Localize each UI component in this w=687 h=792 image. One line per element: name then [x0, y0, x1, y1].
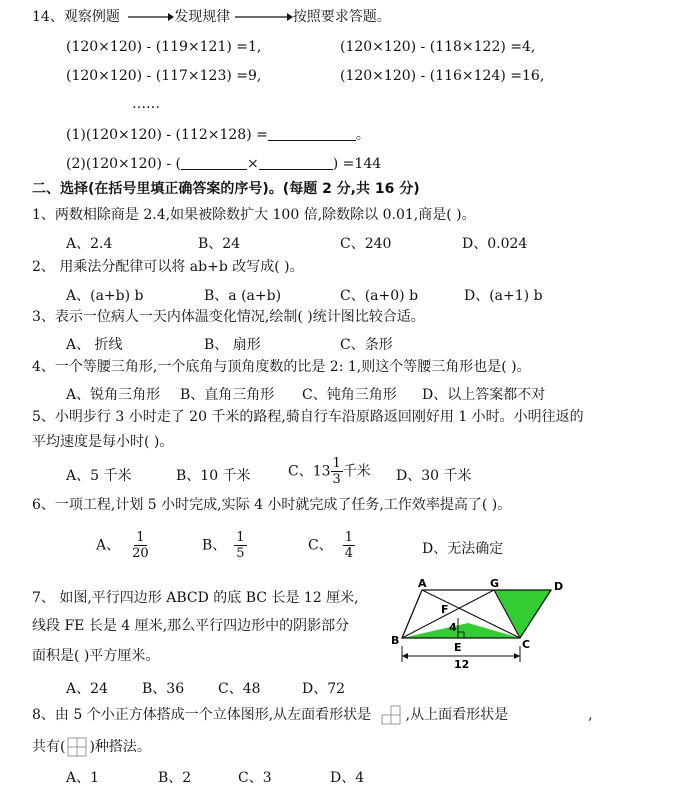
q14-p1-text: (1)(120×120) - (112×128) = — [66, 127, 268, 143]
q7-text-line2: 线段 FE 长是 4 厘米,那么平行四边形中的阴影部分 — [32, 618, 350, 634]
q5-option-d[interactable]: D、30 千米 — [396, 468, 472, 484]
q3-text: 3、表示一位病人一天内体温变化情况,绘制( )统计图比较合适。 — [32, 309, 425, 325]
q14-ellipsis: …… — [132, 96, 160, 112]
q14-header — [32, 8, 391, 26]
q5-option-c-unit: 千米 — [342, 463, 371, 480]
q14-problem-2 — [66, 155, 381, 173]
label-c: C — [522, 638, 531, 651]
numerator: 1 — [236, 530, 245, 545]
q8-text-line2 — [32, 736, 151, 758]
fraction — [234, 530, 246, 561]
q5-option-b[interactable]: B、10 千米 — [176, 468, 251, 484]
label-e: E — [454, 641, 462, 654]
denominator: 3 — [332, 472, 341, 487]
q8-text2-pre: 共有( — [32, 739, 66, 755]
denominator: 20 — [132, 546, 149, 561]
answer-blank[interactable] — [268, 126, 356, 141]
denominator: 4 — [344, 546, 353, 561]
q14-step2: 按照要求答题。 — [292, 9, 391, 25]
q6-option-b-label: B、 — [202, 537, 227, 554]
q7-option-d[interactable]: D、72 — [302, 681, 346, 697]
numerator: 1 — [332, 456, 341, 471]
q2-option-c[interactable]: C、(a+0) b — [340, 288, 419, 304]
q6-option-c[interactable] — [308, 530, 355, 561]
q2-option-b[interactable]: B、a (a+b) — [204, 288, 282, 304]
q5-option-c-label: C、13 — [288, 463, 331, 480]
q14-p1-end: 。 — [355, 127, 370, 143]
q14-example-1: (120×120) - (119×121) =1, — [66, 39, 262, 55]
q14-example-2: (120×120) - (118×122) =4, — [340, 39, 536, 55]
shaded-triangle-bottom — [402, 623, 520, 638]
label-b: B — [391, 634, 400, 647]
fraction — [331, 456, 343, 487]
q3-option-c[interactable]: C、条形 — [340, 337, 393, 353]
fraction — [343, 530, 355, 561]
fraction — [130, 530, 151, 561]
q5-text-line1: 5、小明步行 3 小时走了 20 千米的路程,骑自行车沿原路返回刚好用 1 小时。小明往返的 — [32, 409, 584, 425]
q1-option-d[interactable]: D、0.024 — [462, 236, 528, 252]
q5-text-line2: 平均速度是每小时( )。 — [32, 434, 174, 450]
q3-option-a[interactable]: A、 折线 — [66, 337, 123, 353]
shaded-triangle-right — [494, 590, 551, 638]
q1-option-b[interactable]: B、24 — [198, 236, 241, 252]
q8-text-line1 — [32, 704, 593, 726]
q4-option-a[interactable]: A、锐角三角形 — [66, 387, 161, 403]
denominator: 5 — [236, 546, 245, 561]
q1-text: 1、两数相除商是 2.4,如果被除数扩大 100 倍,除数除以 0.01,商是( )。 — [32, 207, 476, 223]
numerator: 1 — [344, 530, 353, 545]
q14-p2-times: × — [247, 156, 259, 172]
q6-option-b[interactable] — [202, 530, 247, 561]
q7-option-a[interactable]: A、24 — [66, 681, 108, 697]
q7-option-c[interactable]: C、48 — [218, 681, 261, 697]
q2-option-d[interactable]: D、(a+1) b — [464, 288, 543, 304]
arrow-icon — [235, 12, 293, 22]
q8-option-c[interactable]: C、3 — [238, 770, 272, 786]
q1-option-a[interactable]: A、2.4 — [66, 236, 113, 252]
q1-option-c[interactable]: C、240 — [340, 236, 392, 252]
q7-text-line3: 面积是( )平方厘米。 — [32, 648, 160, 664]
top-view-icon — [66, 736, 88, 758]
arrow-icon — [128, 12, 174, 22]
q8-option-a[interactable]: A、1 — [66, 770, 100, 786]
arrowhead-icon — [514, 653, 520, 659]
q8-text-pre: 8、由 5 个小正方体搭成一个立体图形,从左面看形状是 — [32, 707, 372, 723]
q14-example-4: (120×120) - (116×124) =16, — [340, 68, 545, 84]
q8-option-d[interactable]: D、4 — [330, 770, 365, 786]
q2-option-a[interactable]: A、(a+b) b — [66, 288, 144, 304]
q8-text2-post: )种搭法。 — [89, 739, 151, 755]
q14-p2-text: (2)(120×120) - ( — [66, 156, 182, 172]
answer-blank[interactable] — [259, 155, 333, 170]
arrowhead-icon — [402, 653, 408, 659]
label-d: D — [554, 580, 564, 593]
q6-option-d[interactable]: D、无法确定 — [422, 541, 504, 557]
label-f: F — [441, 603, 449, 616]
q5-option-a[interactable]: A、5 千米 — [66, 468, 132, 484]
left-view-icon — [380, 704, 402, 726]
q8-option-b[interactable]: B、2 — [158, 770, 192, 786]
q8-text-mid: ,从上面看形状是 — [405, 707, 509, 723]
q14-step1: 发现规律 — [174, 9, 231, 25]
q3-option-b[interactable]: B、 扇形 — [204, 337, 261, 353]
q14-problem-1 — [66, 126, 370, 144]
q14-p2-end: ) =144 — [332, 156, 382, 172]
q6-option-a-label: A、 — [96, 537, 121, 554]
q8-text-end: , — [588, 707, 593, 723]
q2-text: 2、 用乘法分配律可以将 ab+b 改写成( )。 — [32, 259, 304, 275]
q14-example-3: (120×120) - (117×123) =9, — [66, 68, 262, 84]
label-base: 12 — [454, 658, 470, 670]
q6-option-a[interactable] — [96, 530, 151, 561]
q14-lead: 14、观察例题 — [32, 9, 120, 25]
answer-blank[interactable] — [181, 155, 247, 170]
section-title: 二、选择(在括号里填正确答案的序号)。(每题 2 分,共 16 分) — [32, 181, 420, 197]
q4-text: 4、一个等腰三角形,一个底角与顶角度数的比是 2: 1,则这个等腰三角形也是( )。 — [32, 359, 531, 375]
label-height: 4 — [449, 621, 457, 634]
q4-option-d[interactable]: D、以上答案都不对 — [422, 387, 546, 403]
q4-option-b[interactable]: B、直角三角形 — [180, 387, 275, 403]
q4-option-c[interactable]: C、钝角三角形 — [302, 387, 397, 403]
q5-option-c[interactable] — [288, 456, 371, 487]
q7-text-line1: 7、 如图,平行四边形 ABCD 的底 BC 长是 12 厘米, — [32, 590, 359, 606]
q6-option-c-label: C、 — [308, 537, 333, 554]
numerator: 1 — [136, 530, 145, 545]
q6-text: 6、一项工程,计划 5 小时完成,实际 4 小时就完成了任务,工作效率提高了( )。 — [32, 497, 512, 513]
parallelogram-figure — [386, 576, 572, 670]
label-g: G — [490, 577, 500, 590]
q7-option-b[interactable]: B、36 — [142, 681, 185, 697]
label-a: A — [418, 577, 427, 590]
